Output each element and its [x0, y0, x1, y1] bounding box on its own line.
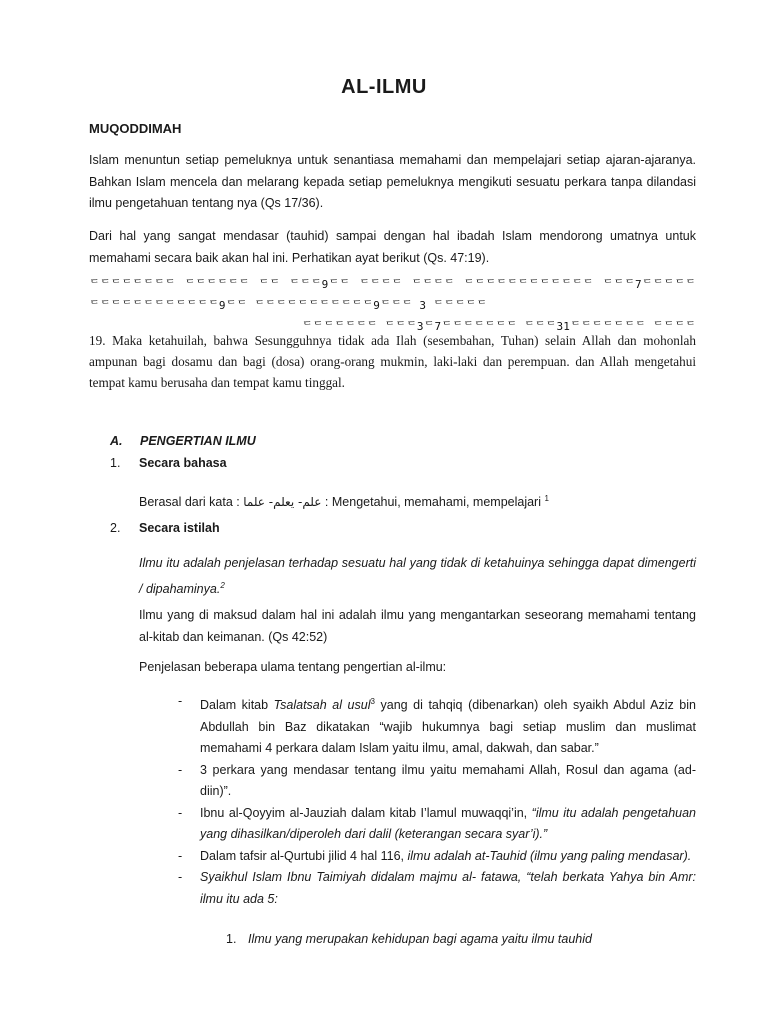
list-item [178, 846, 696, 868]
scholars-bullet-list [178, 691, 696, 910]
bullet-quote: ilmu adalah at-Tauhid (ilmu yang paling mendasar). [407, 848, 692, 863]
etymology-meaning: : Mengetahui, memahami, mempelajari [321, 495, 545, 510]
bullet-text: Dalam kitab [200, 698, 274, 713]
etymology-line [139, 488, 696, 514]
etymology-arabic: علم- يعلم- علما [243, 495, 322, 510]
list-item [178, 803, 696, 846]
definition-paragraph: Ilmu yang di maksud dalam hal ini adalah ilmu yang mengantarkan seseorang memahami tentang al-kitab dan keimanan. (Qs 42:52) [139, 608, 696, 644]
bullet-text: 3 perkara yang mendasar tentang ilmu yaitu memahami Allah, Rosul dan agama (ad-diin)”. [200, 762, 696, 799]
item-text: Ilmu yang merupakan kehidupan bagi agama yaitu ilmu tauhid [248, 932, 592, 946]
bullet-dash: - [178, 848, 183, 863]
list-item [178, 691, 696, 760]
footnote-marker: 3 [370, 697, 375, 706]
bullet-quote: “ilmu itu adalah pengetahuan yang dihasilkan/diperoleh dari dalil (keterangan secara syar’i).” [200, 805, 696, 842]
sub-heading-istilah [110, 521, 220, 535]
item-number: 1. [226, 932, 237, 946]
sub-heading-bahasa [110, 456, 227, 470]
section-a-number: A. [110, 434, 123, 448]
intro-paragraph-2: Dari hal yang sangat mendasar (tauhid) sampai dengan hal ibadah Islam mendorong umatnya untuk memahami secara baik akan hal ini. Perhatikan ayat berikut (Qs. 47:19). [89, 229, 696, 265]
document-title: AL-ILMU [341, 76, 427, 98]
sub-2-label: Secara istilah [139, 521, 220, 535]
list-item [178, 867, 696, 910]
scholars-intro: Penjelasan beberapa ulama tentang pengertian al-ilmu: [139, 660, 447, 674]
bullet-quote: Syaikhul Islam Ibnu Taimiyah didalam majmu al- fatawa, “telah berkata Yahya bin Amr: ilmu itu ada 5: [200, 870, 696, 906]
verse-line-2: ᄃᄃᄃᄃᄃᄃᄃ ᄃᄃᄃ3ᄃ7ᄃᄃᄃᄃᄃᄃᄃ ᄃᄃᄃ31ᄃᄃᄃᄃᄃᄃᄃ ᄃᄃᄃᄃ [301, 320, 696, 333]
sub-1-label: Secara bahasa [139, 456, 227, 470]
sub-2-number: 2. [110, 521, 121, 535]
definition-italic [139, 553, 696, 600]
etymology-prefix: Berasal dari kata : [139, 495, 244, 510]
bullet-text: Ibnu al-Qoyyim al-Jauziah dalam kitab I’lamul muwaqqi’in, [200, 805, 532, 820]
intro-paragraph-1: Islam menuntun setiap pemeluknya untuk senantiasa memahami dan mempelajari setiap ajaran-ajaranya. Bahkan Islam mencela dan melarang kepada setiap pemeluknya mengikuti sesuatu perkara tanpa dilandasi ilmu pengetahuan tentang nya (Qs 17/36). [89, 153, 696, 210]
footnote-marker: 1 [544, 494, 549, 503]
section-a-heading [110, 434, 256, 448]
book-title: Tsalatsah al usul [273, 698, 371, 713]
numbered-list [226, 932, 592, 946]
numbered-list-item [226, 932, 592, 946]
bullet-text: yang di tahqiq (dibenarkan) oleh syaikh Abdul Aziz bin Abdullah bin Baz dikatakan “wajib hukumnya bagi setiap muslim dan muslimat memahami 4 perkara dalam Islam yaitu ilmu, amal, dakwah, dan sabar.” [200, 698, 696, 756]
bullet-dash: - [178, 762, 183, 777]
section-heading-muqoddimah: MUQODDIMAH [89, 121, 182, 136]
sub-1-number: 1. [110, 456, 121, 470]
section-a-label: PENGERTIAN ILMU [140, 434, 256, 448]
bullet-dash: - [178, 805, 183, 820]
definition-text: Ilmu itu adalah penjelasan terhadap sesuatu hal yang tidak di ketahuinya sehingga dapat dimengerti / dipahaminya. [139, 556, 696, 596]
verse-line-1: ᄃᄃᄃᄃᄃᄃᄃᄃ ᄃᄃᄃᄃᄃᄃ ᄃᄃ ᄃᄃᄃ9ᄃᄃ ᄃᄃᄃᄃ ᄃᄃᄃᄃ ᄃᄃᄃᄃᄃᄃᄃᄃᄃᄃᄃᄃ ᄃᄃᄃ7ᄃᄃᄃᄃᄃ ᄃᄃᄃᄃᄃᄃᄃᄃᄃᄃᄃᄃ9ᄃᄃ ᄃᄃᄃᄃᄃᄃᄃᄃᄃᄃᄃ9ᄃᄃᄃ 3 ᄃᄃᄃᄃᄃ [89, 278, 696, 312]
verse-translation: 19. Maka ketahuilah, bahwa Sesungguhnya tidak ada Ilah (sesembahan, Tuhan) selain Allah dan mohonlah ampunan bagi dosamu dan bagi (dosa) orang-orang mukmin, laki-laki dan perempuan. dan Allah mengetahui tempat kamu berusaha dan tempat kamu tinggal. [89, 333, 696, 390]
bullet-dash: - [178, 870, 183, 885]
quran-verse-garbled [89, 274, 696, 337]
footnote-marker: 2 [220, 580, 225, 590]
bullet-dash: - [178, 694, 183, 708]
list-item [178, 760, 696, 803]
bullet-text: Dalam tafsir al-Qurtubi jilid 4 hal 116, [200, 848, 408, 863]
